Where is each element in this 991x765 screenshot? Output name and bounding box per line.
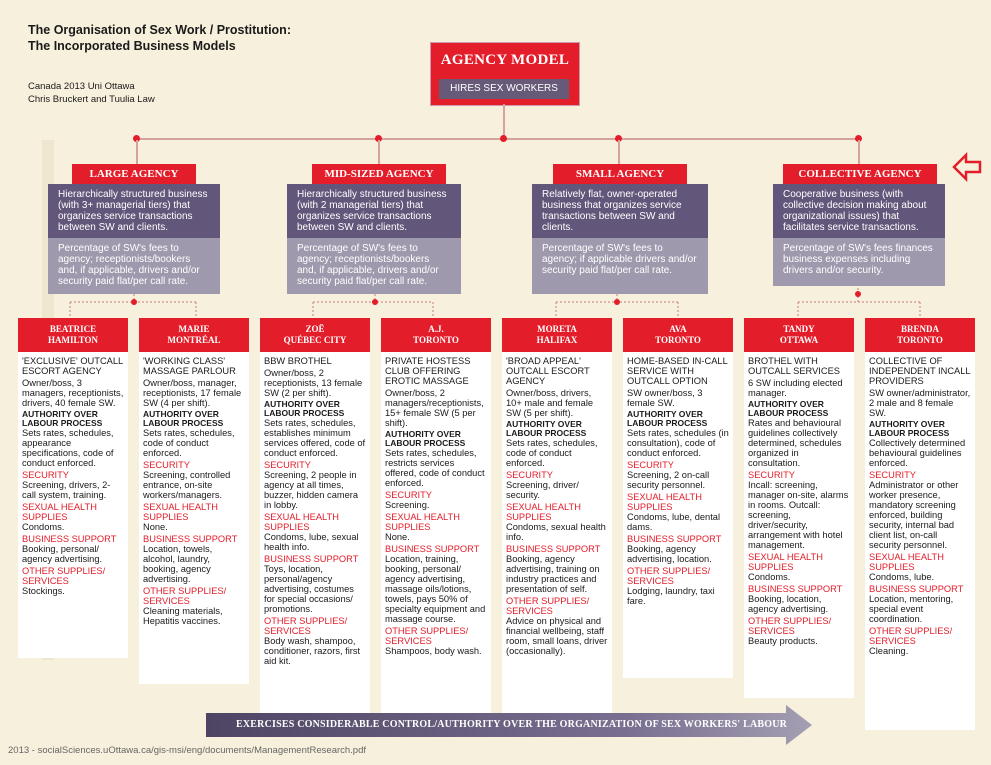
category-header-mid: MID-SIZED AGENCY (312, 164, 446, 184)
business-type: HOME-BASED IN-CALL SERVICE WITH OUTCALL OPTION (627, 356, 728, 386)
security-label: SECURITY (143, 460, 191, 470)
cat-stem (136, 140, 138, 164)
health: Condoms, lube. (869, 572, 935, 582)
column-name: BEATRICE (49, 324, 97, 334)
cat-stem (858, 140, 860, 164)
category-fees-collective: Percentage of SW's fees finances business expenses including drivers and/or security. (773, 238, 945, 286)
title-line-1: The Organisation of Sex Work / Prostitution: (28, 23, 291, 37)
business-label: BUSINESS SUPPORT (506, 544, 601, 554)
health-label: SEXUAL HEALTH SUPPLIES (627, 492, 702, 512)
column-name: TANDY (783, 324, 815, 334)
other: Cleaning materials, Hepatitis vaccines. (143, 606, 223, 626)
title-line-2: The Incorporated Business Models (28, 39, 236, 53)
business: Location, towels, alcohol, laundry, booking, agency advertising. (143, 544, 213, 584)
other-label: OTHER SUPPLIES/ SERVICES (264, 616, 348, 636)
staff: Owner/boss, 2 managers/receptionists, 15+ female SW (5 per shift). (385, 388, 484, 428)
security: Screening. (385, 500, 430, 510)
other-label: OTHER SUPPLIES/ SERVICES (506, 596, 590, 616)
column-city: TORONTO (413, 335, 459, 345)
column-zoe (260, 318, 370, 728)
column-body (260, 352, 370, 728)
category-header-small: SMALL AGENCY (553, 164, 687, 184)
business-label: BUSINESS SUPPORT (143, 534, 238, 544)
business-type: BBW BROTHEL (264, 356, 332, 366)
category-desc-collective: Cooperative business (with collective decision making about organizational issues) that facilitates service transactions. (773, 184, 945, 238)
credit-line-1: Canada 2013 Uni Ottawa (28, 81, 135, 92)
security-label: SECURITY (264, 460, 312, 470)
authority: Sets rates, schedules, restricts services offered, code of conduct enforced. (385, 448, 485, 488)
authority: Sets rates, schedules, appearance specifications, code of conduct enforced. (22, 428, 114, 468)
category-header-collective: COLLECTIVE AGENCY (783, 164, 937, 184)
column-city: MONTRÉAL (167, 335, 221, 345)
business-type: 'BROAD APPEAL' OUTCALL ESCORT AGENCY (506, 356, 590, 386)
column-header (865, 318, 975, 352)
authority-label: AUTHORITY OVER LABOUR PROCESS (748, 399, 829, 418)
health-label: SEXUAL HEALTH SUPPLIES (506, 502, 581, 522)
business-label: BUSINESS SUPPORT (22, 534, 117, 544)
authority-label: AUTHORITY OVER LABOUR PROCESS (506, 419, 587, 438)
column-body (502, 352, 612, 726)
business-label: BUSINESS SUPPORT (869, 584, 964, 594)
column-city: HAMILTON (47, 335, 98, 345)
control-arrow-label: EXERCISES CONSIDERABLE CONTROL/AUTHORITY OVER THE ORGANIZATION OF SEX WORKERS' LABOUR (236, 719, 788, 730)
authority: Sets rates, schedules (in consultation), code of conduct enforced. (627, 428, 729, 458)
business-type: 'WORKING CLASS' MASSAGE PARLOUR (143, 356, 236, 376)
health: None. (143, 522, 168, 532)
business: Toys, location, personal/agency advertising, costumes for special occasions/ promotions. (264, 564, 354, 614)
column-header (381, 318, 491, 352)
agency-model-subtitle: HIRES SEX WORKERS (439, 79, 569, 99)
column-city: HALIFAX (536, 335, 578, 345)
authority: Sets rates, schedules, establishes minimum services offered, code of conduct enforced. (264, 418, 366, 458)
staff: Owner/boss, drivers, 10+ male and female SW (5 per shift). (506, 388, 594, 418)
staff: SW owner/boss, 3 female SW. (627, 388, 703, 408)
business-label: BUSINESS SUPPORT (264, 554, 359, 564)
authority: Rates and behavioural guidelines collectively determined, schedules organized in consultation. (748, 418, 842, 468)
security-label: SECURITY (869, 470, 917, 480)
health: Condoms, lube, sexual health info. (264, 532, 359, 552)
column-city: OTTAWA (779, 335, 819, 345)
column-aj (381, 318, 491, 734)
health-label: SEXUAL HEALTH SUPPLIES (385, 512, 460, 532)
authority-label: AUTHORITY OVER LABOUR PROCESS (385, 429, 466, 448)
authority: Collectively determined behavioural guidelines enforced. (869, 438, 966, 468)
business: Booking, agency advertising, training on industry practices and presentation of self. (506, 554, 600, 594)
health: Condoms, lube, dental dams. (627, 512, 721, 532)
column-name: BRENDA (900, 324, 939, 334)
category-fees-large: Percentage of SW's fees to agency; receptionists/bookers and, if applicable, drivers and/or security paid flat/per call rate. (48, 238, 220, 294)
column-header (139, 318, 249, 352)
column-connectors (0, 286, 991, 320)
column-body (381, 352, 491, 734)
column-header (260, 318, 370, 352)
credit (28, 80, 155, 106)
connector-dot (500, 135, 507, 142)
column-beatrice (18, 318, 128, 658)
staff: Owner/boss, 2 receptionists, 13 female SW (2 per shift). (264, 368, 363, 398)
staff: Owner/boss, manager, receptionists, 17 female SW (4 per shift). (143, 378, 242, 408)
column-city: QUÉBEC CITY (283, 335, 347, 345)
column-header (18, 318, 128, 352)
health: Condoms. (748, 572, 791, 582)
health-label: SEXUAL HEALTH SUPPLIES (22, 502, 97, 522)
health-label: SEXUAL HEALTH SUPPLIES (143, 502, 218, 522)
column-body (18, 352, 128, 658)
category-desc-small: Relatively flat, owner-operated business that organizes service transactions between SW and clients. (532, 184, 708, 238)
category-fees-small: Percentage of SW's fees to agency; if applicable drivers and/or security paid flat/per call rate. (532, 238, 708, 294)
other-label: OTHER SUPPLIES/ SERVICES (143, 586, 227, 606)
security-label: SECURITY (385, 490, 433, 500)
other: Advice on physical and financial wellbeing, staff room, small loans, driver (occasionally). (506, 616, 608, 656)
authority-label: AUTHORITY OVER LABOUR PROCESS (627, 409, 708, 428)
authority-label: AUTHORITY OVER LABOUR PROCESS (869, 419, 950, 438)
column-ava (623, 318, 733, 678)
other-label: OTHER SUPPLIES/ SERVICES (627, 566, 711, 586)
column-name: AVA (669, 324, 687, 334)
other: Body wash, shampoo, conditioner, razors, first aid kit. (264, 636, 361, 666)
authority-label: AUTHORITY OVER LABOUR PROCESS (264, 399, 345, 418)
source-citation: 2013 - socialSciences.uOttawa.ca/gis-msi/eng/documents/ManagementResearch.pdf (8, 745, 367, 756)
security-label: SECURITY (506, 470, 554, 480)
category-desc-mid: Hierarchically structured business (with 2 managerial tiers) that organizes service transactions between SW and clients. (287, 184, 461, 238)
business: Booking, personal/ agency advertising. (22, 544, 103, 564)
column-name: A.J. (428, 324, 444, 334)
column-name: MORETA (537, 324, 577, 334)
health-label: SEXUAL HEALTH SUPPLIES (748, 552, 823, 572)
category-bar (136, 138, 858, 140)
column-body (744, 352, 854, 698)
staff: SW owner/administrator, 2 male and 8 female SW. (869, 388, 971, 418)
other-label: OTHER SUPPLIES/ SERVICES (869, 626, 953, 646)
health: Condoms, sexual health info. (506, 522, 606, 542)
other-label: OTHER SUPPLIES/ SERVICES (22, 566, 106, 586)
authority: Sets rates, schedules, code of conduct enforced. (143, 428, 235, 458)
security: Screening, 2 on-call security personnel. (627, 470, 710, 490)
column-body (865, 352, 975, 730)
root-stem (503, 104, 505, 139)
business-label: BUSINESS SUPPORT (748, 584, 843, 594)
cat-stem (618, 140, 620, 164)
business-type: 'EXCLUSIVE' OUTCALL ESCORT AGENCY (22, 356, 123, 376)
security-label: SECURITY (627, 460, 675, 470)
column-tandy (744, 318, 854, 698)
control-arrow (206, 703, 813, 745)
health: Condoms. (22, 522, 65, 532)
business: Booking, agency advertising, location. (627, 544, 712, 564)
column-header (502, 318, 612, 352)
business: Booking, location, agency advertising. (748, 594, 829, 614)
other: Shampoos, body wash. (385, 646, 482, 656)
security: Incall: screening, manager on-site, alarms in rooms. Outcall: screening, driver/security, arrangement with hotel management. (748, 480, 849, 550)
security: Screening, controlled entrance, on-site workers/managers. (143, 470, 231, 500)
column-name: MARIE (178, 324, 210, 334)
highlight-arrow-icon (952, 152, 982, 182)
column-header (744, 318, 854, 352)
security-label: SECURITY (22, 470, 70, 480)
column-moreta (502, 318, 612, 726)
health-label: SEXUAL HEALTH SUPPLIES (869, 552, 944, 572)
health-label: SEXUAL HEALTH SUPPLIES (264, 512, 339, 532)
column-brenda (865, 318, 975, 730)
column-city: TORONTO (655, 335, 701, 345)
business-label: BUSINESS SUPPORT (627, 534, 722, 544)
business-type: COLLECTIVE OF INDEPENDENT INCALL PROVIDERS (869, 356, 971, 386)
other-label: OTHER SUPPLIES/ SERVICES (385, 626, 469, 646)
agency-model-title: AGENCY MODEL (440, 52, 570, 68)
business-type: BROTHEL WITH OUTCALL SERVICES (748, 356, 840, 376)
authority-label: AUTHORITY OVER LABOUR PROCESS (22, 409, 103, 428)
column-name: ZOË (305, 324, 325, 334)
security: Administrator or other worker presence, mandatory screening enforced, building security, internal bad client list, on-call security personnel. (869, 480, 959, 550)
column-body (623, 352, 733, 678)
category-desc-large: Hierarchically structured business (with 3+ managerial tiers) that organizes service transactions between SW and clients. (48, 184, 220, 238)
column-city: TORONTO (897, 335, 943, 345)
page-title (28, 22, 291, 54)
cat-stem (378, 140, 380, 164)
column-body (139, 352, 249, 684)
business: Location, mentoring, special event coordination. (869, 594, 954, 624)
business-type: PRIVATE HOSTESS CLUB OFFERING EROTIC MASSAGE (385, 356, 471, 386)
security: Screening, driver/ security. (506, 480, 579, 500)
column-header (623, 318, 733, 352)
category-fees-mid: Percentage of SW's fees to agency; receptionists/bookers and, if applicable, drivers and/or security paid flat/per call rate. (287, 238, 461, 294)
security: Screening, drivers, 2-call system, training. (22, 480, 111, 500)
agency-model-box (430, 42, 580, 106)
other: Stockings. (22, 586, 65, 596)
staff: 6 SW including elected manager. (748, 378, 843, 398)
security-label: SECURITY (748, 470, 796, 480)
other: Lodging, laundry, taxi fare. (627, 586, 715, 606)
other: Cleaning. (869, 646, 909, 656)
authority-label: AUTHORITY OVER LABOUR PROCESS (143, 409, 224, 428)
staff: Owner/boss, 3 managers, receptionists, drivers, 40 female SW. (22, 378, 124, 408)
security: Screening, 2 people in agency at all times, buzzer, hidden camera in lobby. (264, 470, 359, 510)
business-label: BUSINESS SUPPORT (385, 544, 480, 554)
other-label: OTHER SUPPLIES/ SERVICES (748, 616, 832, 636)
category-header-large: LARGE AGENCY (72, 164, 196, 184)
column-marie (139, 318, 249, 684)
credit-line-2: Chris Bruckert and Tuulia Law (28, 94, 155, 105)
health: None. (385, 532, 410, 542)
other: Beauty products. (748, 636, 818, 646)
business: Location, training, booking, personal/ agency advertising, massage oils/lotions, towels, pays 50% of specialty equipment and massage course. (385, 554, 486, 624)
authority: Sets rates, schedules, code of conduct enforced. (506, 438, 598, 468)
